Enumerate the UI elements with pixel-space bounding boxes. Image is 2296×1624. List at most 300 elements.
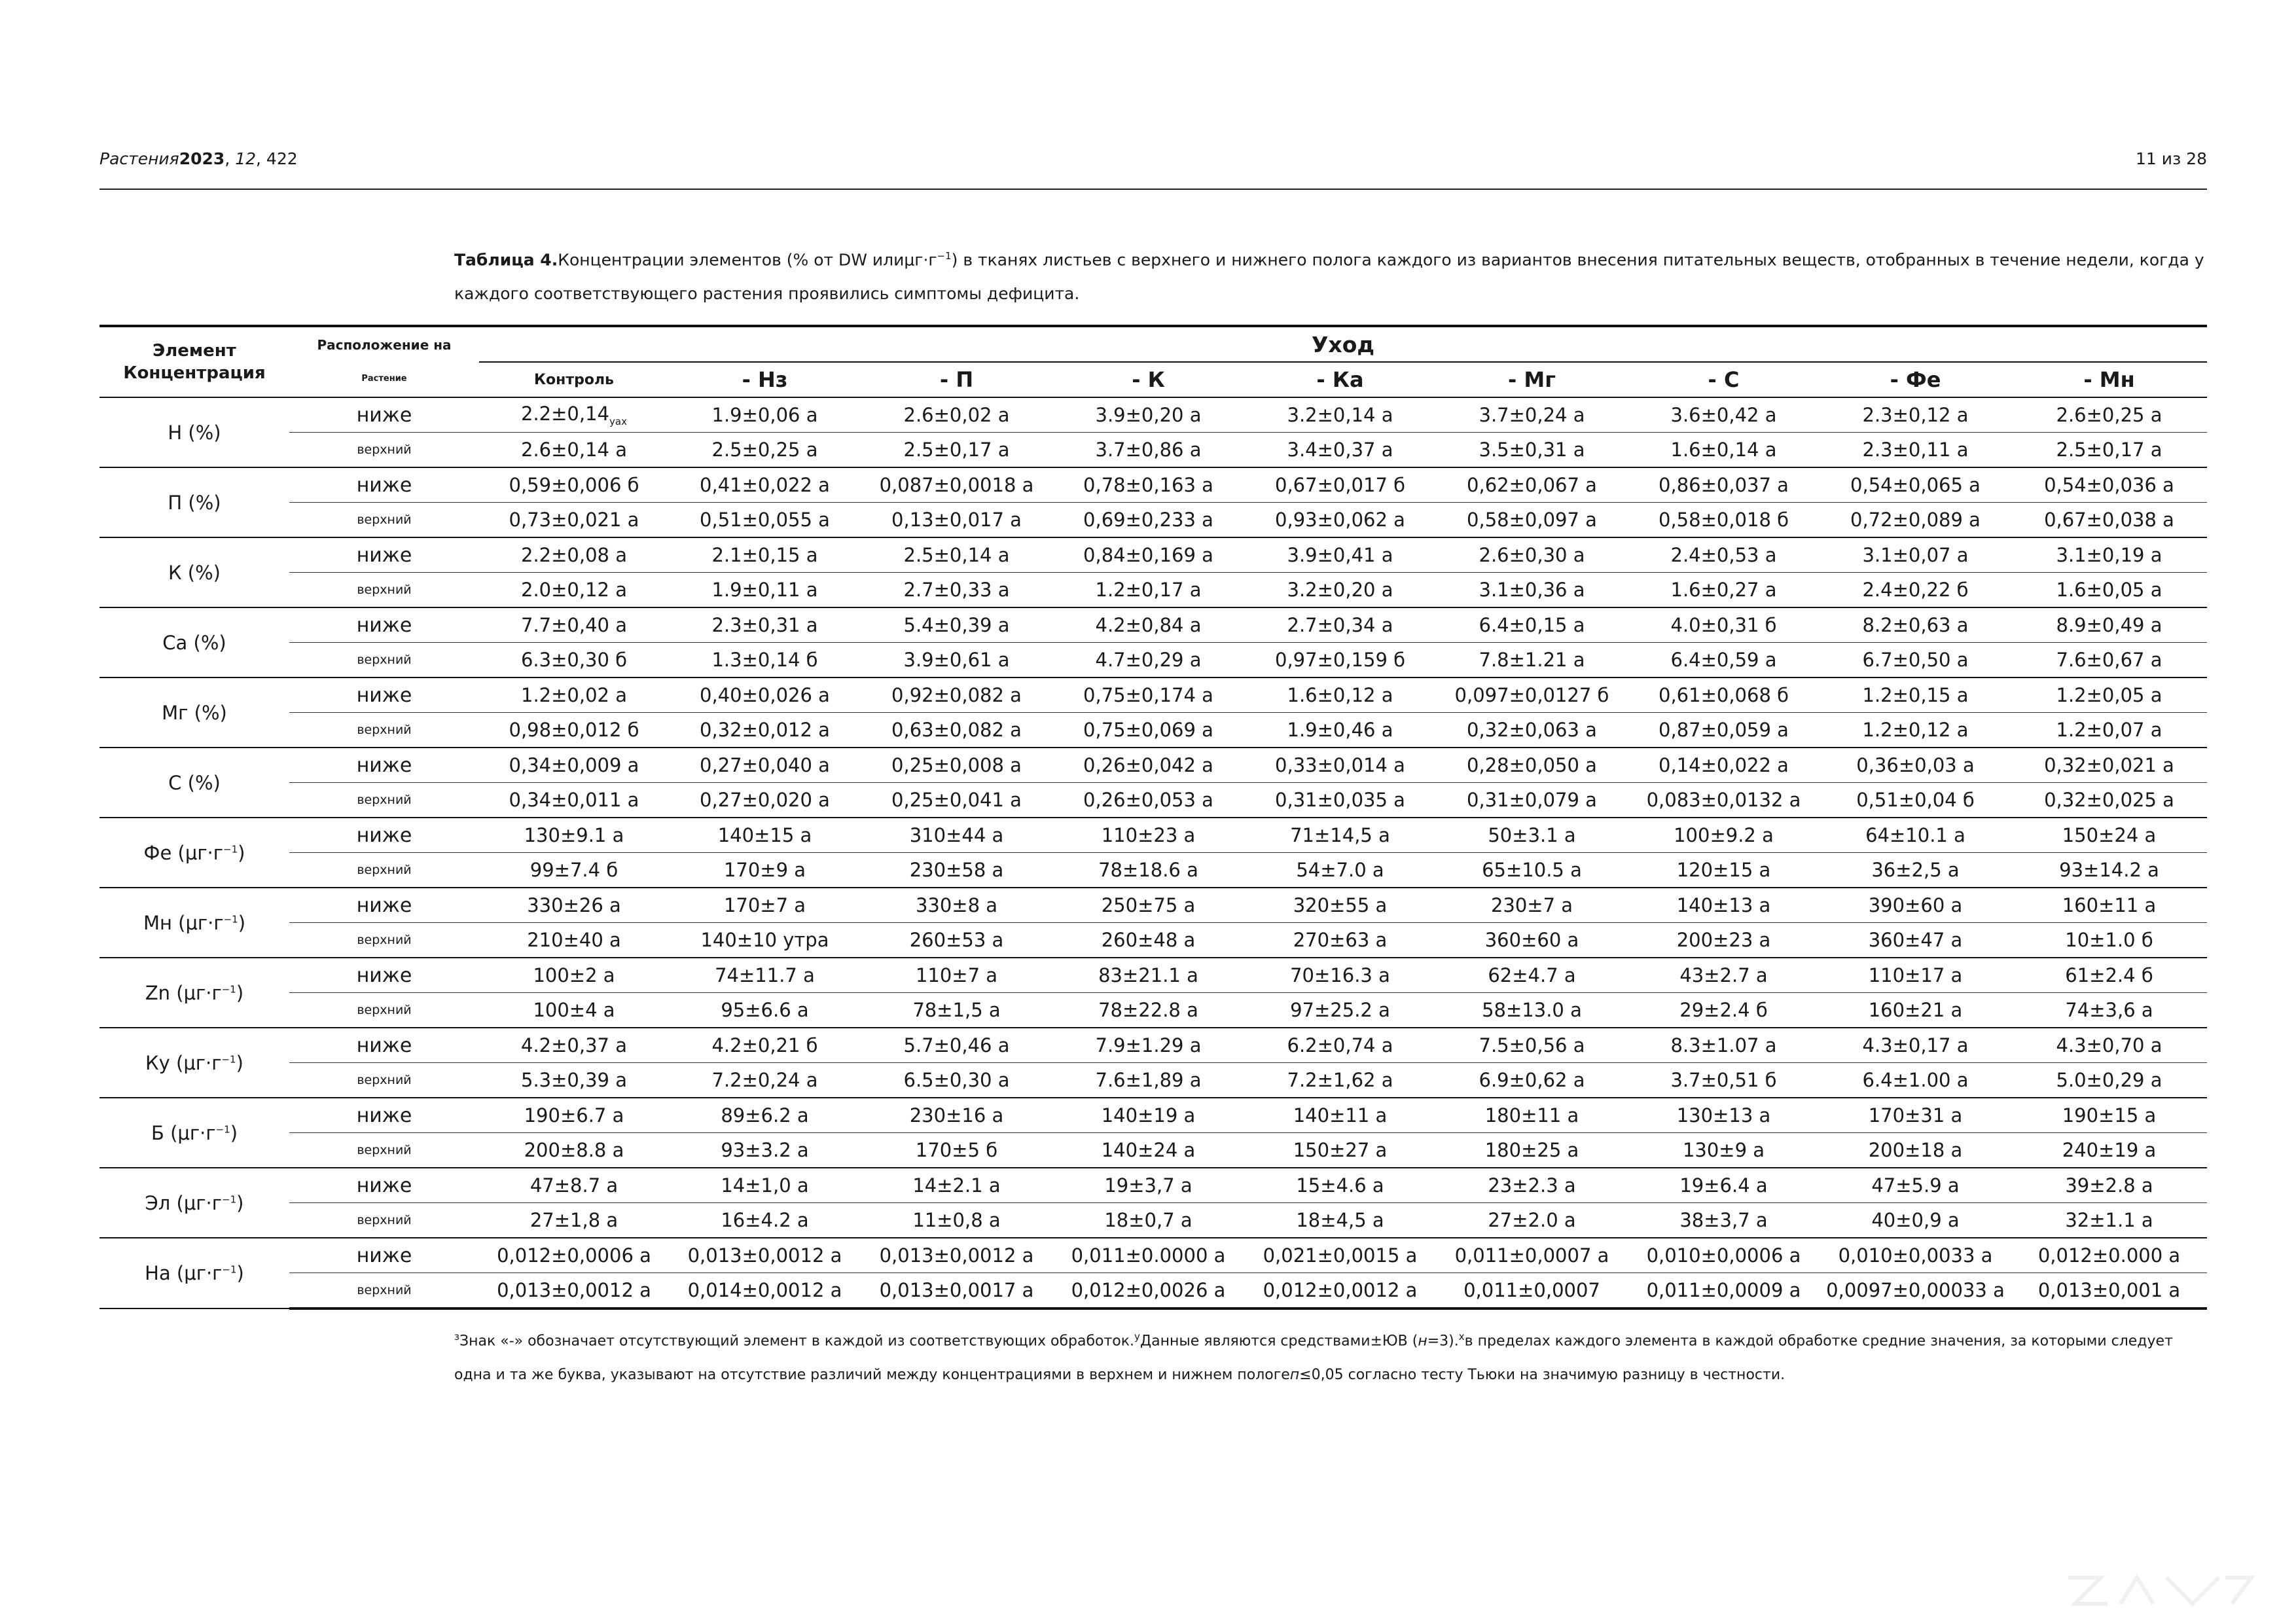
value-text: 0,73±0,021 а bbox=[509, 509, 639, 531]
value-cell bbox=[669, 1203, 861, 1238]
value-cell bbox=[1436, 748, 1628, 783]
value-text: 0,34±0,011 а bbox=[509, 789, 639, 811]
value-text: 140±19 а bbox=[1101, 1104, 1196, 1127]
value-cell bbox=[1436, 853, 1628, 888]
value-cell bbox=[1052, 537, 1244, 573]
value-cell bbox=[1436, 818, 1628, 853]
value-cell bbox=[1436, 993, 1628, 1028]
value-cell bbox=[479, 677, 669, 713]
canopy-location-cell: ниже bbox=[289, 888, 479, 923]
value-text: 4.0±0,31 б bbox=[1670, 614, 1777, 636]
element-name: Ca (%) bbox=[162, 631, 226, 654]
value-cell bbox=[1244, 1203, 1436, 1238]
value-text: 2.6±0,25 а bbox=[2056, 404, 2162, 426]
value-text: 0,014±0,0012 а bbox=[687, 1279, 842, 1301]
value-cell bbox=[1820, 1203, 2011, 1238]
value-text: 0,13±0,017 а bbox=[891, 509, 1022, 531]
value-text: 0,67±0,038 а bbox=[2044, 509, 2174, 531]
element-name: П (%) bbox=[168, 491, 221, 514]
element-name: С (%) bbox=[168, 771, 221, 794]
value-text: 0,54±0,036 а bbox=[2044, 474, 2174, 496]
value-cell bbox=[861, 888, 1052, 923]
value-text: 2.5±0,17 а bbox=[903, 439, 1010, 461]
value-text: 5.4±0,39 а bbox=[903, 614, 1010, 636]
value-text: 0,61±0,068 б bbox=[1659, 684, 1789, 706]
value-cell bbox=[1628, 1028, 1820, 1063]
value-text: 1.6±0,12 а bbox=[1287, 684, 1393, 706]
value-cell bbox=[1436, 643, 1628, 678]
value-cell bbox=[479, 958, 669, 993]
value-text: 1.2±0,15 а bbox=[1862, 684, 1969, 706]
value-text: 0,98±0,012 б bbox=[509, 719, 639, 741]
value-cell bbox=[861, 958, 1052, 993]
value-text: 200±8.8 а bbox=[524, 1139, 624, 1161]
value-text: 19±6.4 а bbox=[1679, 1174, 1768, 1197]
value-cell bbox=[2011, 643, 2207, 678]
journal-volume: 12 bbox=[235, 149, 257, 168]
value-cell bbox=[1436, 467, 1628, 503]
table-row bbox=[99, 1133, 2207, 1168]
value-text: 0,58±0,018 б bbox=[1659, 509, 1789, 531]
value-cell bbox=[669, 1273, 861, 1309]
value-text: 83±21.1 а bbox=[1098, 964, 1198, 986]
value-text: 27±2.0 а bbox=[1488, 1209, 1576, 1231]
value-cell bbox=[1628, 1063, 1820, 1098]
value-text: 47±8.7 а bbox=[529, 1174, 619, 1197]
value-cell bbox=[1628, 573, 1820, 608]
value-cell bbox=[479, 1063, 669, 1098]
value-cell bbox=[1436, 397, 1628, 433]
table-row bbox=[99, 748, 2207, 783]
value-cell bbox=[861, 677, 1052, 713]
value-cell bbox=[479, 783, 669, 818]
value-text: 200±18 а bbox=[1868, 1139, 1963, 1161]
value-text: 0,012±0.000 а bbox=[2037, 1244, 2181, 1267]
unit-close-paren: ) bbox=[230, 1121, 238, 1144]
value-text: 2.1±0,15 а bbox=[711, 544, 818, 566]
value-text: 360±47 а bbox=[1868, 929, 1963, 951]
value-text: 140±11 а bbox=[1293, 1104, 1388, 1127]
value-cell bbox=[1052, 1273, 1244, 1309]
value-cell bbox=[1628, 818, 1820, 853]
element-name-cell bbox=[99, 818, 289, 888]
element-header-line2: Концентрация bbox=[123, 363, 266, 383]
value-text: 71±14,5 а bbox=[1290, 824, 1390, 846]
value-text: 170±5 б bbox=[915, 1139, 998, 1161]
value-text: 0,27±0,020 а bbox=[700, 789, 830, 811]
value-text: 7.7±0,40 а bbox=[521, 614, 627, 636]
value-text: 2.2±0,08 а bbox=[521, 544, 627, 566]
value-text: 93±14.2 а bbox=[2059, 859, 2159, 881]
value-cell bbox=[1244, 643, 1436, 678]
value-cell bbox=[1244, 713, 1436, 748]
value-text: 1.6±0,27 а bbox=[1670, 579, 1777, 601]
value-cell bbox=[1820, 1133, 2011, 1168]
treatment-column-header: - С bbox=[1628, 362, 1820, 397]
value-cell bbox=[1244, 537, 1436, 573]
treatment-column-header: - Нз bbox=[669, 362, 861, 397]
canopy-location-cell: верхний bbox=[289, 1133, 479, 1168]
value-text: 0,083±0,0132 а bbox=[1646, 789, 1801, 811]
value-cell bbox=[1820, 1238, 2011, 1273]
value-cell bbox=[1436, 433, 1628, 468]
footnote-n-label: н bbox=[1418, 1333, 1427, 1350]
value-text: 6.9±0,62 а bbox=[1479, 1069, 1585, 1091]
value-text: 3.7±0,51 б bbox=[1670, 1069, 1777, 1091]
value-text: 1.9±0,46 а bbox=[1287, 719, 1393, 741]
element-name-cell bbox=[99, 1238, 289, 1308]
value-text: 0,32±0,012 а bbox=[700, 719, 830, 741]
element-name-cell bbox=[99, 748, 289, 818]
value-text: 0,26±0,053 а bbox=[1083, 789, 1213, 811]
value-text: 10±1.0 б bbox=[2065, 929, 2153, 951]
value-text: 5.0±0,29 а bbox=[2056, 1069, 2162, 1091]
value-text: 1.6±0,14 а bbox=[1670, 439, 1777, 461]
value-text: 1.2±0,02 а bbox=[521, 684, 627, 706]
element-name-cell bbox=[99, 607, 289, 677]
value-cell bbox=[1244, 748, 1436, 783]
value-text: 6.4±1.00 а bbox=[1862, 1069, 1969, 1091]
value-text: 0,011±0,0009 а bbox=[1646, 1279, 1801, 1301]
value-cell bbox=[1436, 537, 1628, 573]
value-cell bbox=[2011, 1063, 2207, 1098]
canopy-location-cell: верхний bbox=[289, 923, 479, 958]
value-text: 170±31 а bbox=[1868, 1104, 1963, 1127]
value-cell bbox=[669, 1133, 861, 1168]
value-text: 140±15 а bbox=[717, 824, 812, 846]
value-cell bbox=[1052, 993, 1244, 1028]
canopy-location-cell: верхний bbox=[289, 783, 479, 818]
value-cell bbox=[861, 1238, 1052, 1273]
value-text: 78±18.6 а bbox=[1098, 859, 1198, 881]
value-cell bbox=[861, 713, 1052, 748]
canopy-location-cell: верхний bbox=[289, 1203, 479, 1238]
element-name: Н (%) bbox=[168, 421, 221, 444]
treatment-header: Уход bbox=[479, 326, 2207, 362]
value-cell bbox=[669, 1238, 861, 1273]
value-text: 0,75±0,069 а bbox=[1083, 719, 1213, 741]
value-text: 160±21 а bbox=[1868, 999, 1963, 1021]
value-text: 7.2±1,62 а bbox=[1287, 1069, 1393, 1091]
value-text: 6.4±0,15 а bbox=[1479, 614, 1585, 636]
value-text: 2.5±0,17 а bbox=[2056, 439, 2162, 461]
value-cell bbox=[861, 537, 1052, 573]
value-text: 0,013±0,0012 а bbox=[687, 1244, 842, 1267]
value-text: 0,26±0,042 а bbox=[1083, 754, 1213, 776]
value-cell bbox=[1628, 1238, 1820, 1273]
element-name: Эл (μг·г bbox=[145, 1191, 222, 1214]
value-text: 4.2±0,84 а bbox=[1095, 614, 1202, 636]
value-cell bbox=[669, 397, 861, 433]
value-text: 0,72±0,089 а bbox=[1850, 509, 1981, 531]
value-cell bbox=[1820, 677, 2011, 713]
value-text: 0,86±0,037 а bbox=[1659, 474, 1789, 496]
value-cell bbox=[1436, 783, 1628, 818]
value-text: 110±17 а bbox=[1868, 964, 1963, 986]
value-text: 6.2±0,74 а bbox=[1287, 1034, 1393, 1056]
value-text: 210±40 а bbox=[527, 929, 621, 951]
page-number: 11 из 28 bbox=[2135, 149, 2207, 168]
unit-close-paren: ) bbox=[238, 841, 245, 864]
value-text: 140±10 утра bbox=[700, 929, 829, 951]
value-cell bbox=[1244, 433, 1436, 468]
value-text: 3.6±0,42 а bbox=[1670, 404, 1777, 426]
footnote-marks: уах bbox=[609, 415, 627, 427]
value-text: 3.2±0,14 а bbox=[1287, 404, 1393, 426]
value-cell bbox=[1052, 853, 1244, 888]
value-cell bbox=[669, 677, 861, 713]
value-text: 7.5±0,56 а bbox=[1479, 1034, 1585, 1056]
value-cell bbox=[669, 1063, 861, 1098]
value-cell bbox=[479, 433, 669, 468]
value-text: 0,31±0,079 а bbox=[1467, 789, 1597, 811]
canopy-location-cell: ниже bbox=[289, 467, 479, 503]
value-cell bbox=[1820, 818, 2011, 853]
value-cell bbox=[2011, 537, 2207, 573]
value-cell bbox=[1436, 713, 1628, 748]
unit-close-paren: ) bbox=[236, 1051, 243, 1074]
value-cell bbox=[479, 713, 669, 748]
value-text: 0,27±0,040 а bbox=[700, 754, 830, 776]
unit-close-paren: ) bbox=[236, 1262, 244, 1284]
treatment-column-header: - П bbox=[861, 362, 1052, 397]
treatment-column-header: Контроль bbox=[479, 362, 669, 397]
value-text: 0,011±0,0007 а bbox=[1454, 1244, 1609, 1267]
value-cell bbox=[1052, 1133, 1244, 1168]
value-cell bbox=[479, 1203, 669, 1238]
value-cell bbox=[669, 573, 861, 608]
footnote-x-text: в пределах каждого элемента в каждой обработке средние значения, за которыми следует одна и та же буква, указывают на отсутствие различий между концентрациями в верхнем и нижнем пологе bbox=[454, 1333, 2173, 1384]
table-row bbox=[99, 1063, 2207, 1098]
value-text: 40±0,9 а bbox=[1871, 1209, 1960, 1231]
value-cell bbox=[1436, 923, 1628, 958]
value-text: 50±3.1 а bbox=[1488, 824, 1576, 846]
value-text: 5.7±0,46 а bbox=[903, 1034, 1010, 1056]
value-text: 230±7 а bbox=[1490, 894, 1573, 916]
value-text: 1.9±0,06 а bbox=[711, 404, 818, 426]
table-row bbox=[99, 993, 2207, 1028]
value-text: 0,013±0,0017 а bbox=[879, 1279, 1034, 1301]
value-cell bbox=[669, 888, 861, 923]
value-text: 0,087±0,0018 а bbox=[879, 474, 1034, 496]
value-cell bbox=[1628, 888, 1820, 923]
value-cell bbox=[669, 993, 861, 1028]
value-cell bbox=[1436, 503, 1628, 538]
value-text: 250±75 а bbox=[1101, 894, 1196, 916]
value-text: 2.7±0,33 а bbox=[903, 579, 1010, 601]
unit-exponent: −1 bbox=[221, 983, 236, 995]
value-cell bbox=[479, 923, 669, 958]
value-cell bbox=[1820, 888, 2011, 923]
value-cell bbox=[861, 573, 1052, 608]
value-text: 0,78±0,163 а bbox=[1083, 474, 1213, 496]
canopy-location-cell: ниже bbox=[289, 818, 479, 853]
element-name-cell bbox=[99, 467, 289, 537]
value-cell bbox=[1820, 923, 2011, 958]
value-cell bbox=[479, 503, 669, 538]
value-text: 0,69±0,233 а bbox=[1083, 509, 1213, 531]
element-name: К (%) bbox=[168, 561, 221, 584]
unit-exponent: −1 bbox=[221, 1053, 236, 1065]
value-text: 0,59±0,006 б bbox=[509, 474, 639, 496]
value-text: 0,32±0,063 а bbox=[1467, 719, 1597, 741]
value-text: 0,25±0,041 а bbox=[891, 789, 1022, 811]
value-cell bbox=[1244, 677, 1436, 713]
table-row bbox=[99, 1098, 2207, 1133]
value-cell bbox=[2011, 1098, 2207, 1133]
value-cell bbox=[669, 537, 861, 573]
footnote-p-value: ≤0,05 согласно тесту Тьюки на значимую разницу в честности. bbox=[1299, 1367, 1785, 1384]
value-cell bbox=[479, 607, 669, 643]
value-cell bbox=[669, 433, 861, 468]
value-cell bbox=[1820, 783, 2011, 818]
value-cell bbox=[861, 607, 1052, 643]
element-name: Мг (%) bbox=[162, 701, 227, 724]
value-cell bbox=[1052, 923, 1244, 958]
value-cell bbox=[2011, 467, 2207, 503]
value-cell bbox=[1436, 1168, 1628, 1203]
value-cell bbox=[1628, 923, 1820, 958]
caption-label: Таблица 4. bbox=[454, 250, 558, 270]
value-cell bbox=[1052, 1098, 1244, 1133]
value-text: 0,010±0,0006 а bbox=[1646, 1244, 1801, 1267]
table-row bbox=[99, 713, 2207, 748]
value-cell bbox=[2011, 1273, 2207, 1309]
location-header-line1: Расположение на bbox=[317, 337, 452, 353]
value-text: 0,0097±0,00033 а bbox=[1826, 1279, 2005, 1301]
value-cell bbox=[1820, 537, 2011, 573]
table-row bbox=[99, 1238, 2207, 1273]
value-text: 89±6.2 а bbox=[721, 1104, 809, 1127]
value-text: 0,87±0,059 а bbox=[1659, 719, 1789, 741]
canopy-location-cell: ниже bbox=[289, 607, 479, 643]
value-cell bbox=[1820, 1098, 2011, 1133]
footnote-mark-z: з bbox=[454, 1331, 459, 1343]
value-text: 2.6±0,30 а bbox=[1479, 544, 1585, 566]
value-cell bbox=[479, 1238, 669, 1273]
canopy-location-cell: верхний bbox=[289, 433, 479, 468]
unit-exponent: −1 bbox=[215, 1123, 230, 1135]
value-text: 170±9 а bbox=[723, 859, 806, 881]
value-text: 160±11 а bbox=[2062, 894, 2157, 916]
value-cell bbox=[2011, 573, 2207, 608]
value-cell bbox=[669, 1168, 861, 1203]
value-text: 4.2±0,21 б bbox=[711, 1034, 818, 1056]
value-text: 58±13.0 а bbox=[1482, 999, 1582, 1021]
value-text: 0,67±0,017 б bbox=[1275, 474, 1405, 496]
unit-close-paren: ) bbox=[238, 911, 246, 934]
value-cell bbox=[1820, 397, 2011, 433]
element-name-cell bbox=[99, 958, 289, 1028]
element-name-cell bbox=[99, 1168, 289, 1238]
value-text: 65±10.5 а bbox=[1482, 859, 1582, 881]
value-cell bbox=[1052, 888, 1244, 923]
value-text: 38±3,7 а bbox=[1679, 1209, 1768, 1231]
value-text: 99±7.4 б bbox=[529, 859, 619, 881]
value-text: 230±16 а bbox=[909, 1104, 1004, 1127]
value-cell bbox=[1820, 573, 2011, 608]
value-text: 120±15 а bbox=[1676, 859, 1771, 881]
value-cell bbox=[1052, 748, 1244, 783]
canopy-location-cell: ниже bbox=[289, 1028, 479, 1063]
value-cell bbox=[479, 643, 669, 678]
value-cell bbox=[479, 1168, 669, 1203]
footnote-y-text: Данные являются средствами±ЮВ ( bbox=[1139, 1333, 1418, 1350]
article-number: , 422 bbox=[256, 149, 298, 168]
value-text: 7.8±1.21 а bbox=[1479, 649, 1585, 671]
table-row bbox=[99, 818, 2207, 853]
value-cell bbox=[1820, 958, 2011, 993]
value-cell bbox=[1244, 1133, 1436, 1168]
value-cell bbox=[1436, 1133, 1628, 1168]
element-column-header bbox=[99, 326, 289, 397]
value-cell bbox=[2011, 888, 2207, 923]
canopy-location-cell: ниже bbox=[289, 748, 479, 783]
value-cell bbox=[1244, 397, 1436, 433]
table-row bbox=[99, 1203, 2207, 1238]
value-cell bbox=[861, 923, 1052, 958]
value-text: 1.6±0,05 а bbox=[2056, 579, 2162, 601]
value-cell bbox=[861, 1028, 1052, 1063]
value-text: 0,021±0,0015 а bbox=[1263, 1244, 1418, 1267]
caption-text-b: ) в тканях листьев с верхнего и нижнего полога каждого из вариантов внесения питательных веществ, отобранных в течение недели, когда у каждого соответствующего растения проявились симптомы дефицита. bbox=[454, 250, 2204, 304]
value-cell bbox=[2011, 713, 2207, 748]
value-cell bbox=[1628, 1203, 1820, 1238]
table-row bbox=[99, 503, 2207, 538]
table-footnote bbox=[454, 1320, 2208, 1392]
value-cell bbox=[1628, 1133, 1820, 1168]
value-text: 2.4±0,53 а bbox=[1670, 544, 1777, 566]
value-cell bbox=[2011, 433, 2207, 468]
value-text: 1.2±0,07 а bbox=[2056, 719, 2162, 741]
value-text: 97±25.2 а bbox=[1290, 999, 1390, 1021]
element-name: На (μг·г bbox=[145, 1262, 223, 1284]
treatment-column-header: - Мг bbox=[1436, 362, 1628, 397]
value-cell bbox=[861, 1168, 1052, 1203]
table-row bbox=[99, 397, 2207, 433]
value-text: 62±4.7 а bbox=[1488, 964, 1576, 986]
value-cell bbox=[1436, 1063, 1628, 1098]
value-cell bbox=[1244, 888, 1436, 923]
value-text: 2.4±0,22 б bbox=[1862, 579, 1969, 601]
value-cell bbox=[1052, 467, 1244, 503]
element-name-cell bbox=[99, 1098, 289, 1168]
value-cell bbox=[479, 467, 669, 503]
treatment-column-header: - К bbox=[1052, 362, 1244, 397]
value-text: 0,58±0,097 а bbox=[1467, 509, 1597, 531]
value-cell bbox=[1820, 1063, 2011, 1098]
footnote-z-text: Знак «-» обозначает отсутствующий элемент в каждой из соответствующих обработок. bbox=[459, 1333, 1135, 1350]
value-cell bbox=[861, 1273, 1052, 1309]
value-cell bbox=[2011, 748, 2207, 783]
canopy-location-cell: ниже bbox=[289, 1238, 479, 1273]
value-cell bbox=[1244, 1238, 1436, 1273]
value-cell bbox=[1436, 1238, 1628, 1273]
value-cell bbox=[861, 433, 1052, 468]
value-text: 1.9±0,11 а bbox=[711, 579, 818, 601]
value-text: 140±24 а bbox=[1101, 1139, 1196, 1161]
value-cell bbox=[669, 783, 861, 818]
value-text: 0,012±0,0026 а bbox=[1071, 1279, 1226, 1301]
value-cell bbox=[1628, 607, 1820, 643]
value-cell bbox=[479, 818, 669, 853]
value-cell bbox=[861, 993, 1052, 1028]
value-cell bbox=[861, 1063, 1052, 1098]
table-row bbox=[99, 537, 2207, 573]
table-row bbox=[99, 1168, 2207, 1203]
canopy-location-cell: верхний bbox=[289, 1273, 479, 1309]
element-name-cell bbox=[99, 537, 289, 607]
